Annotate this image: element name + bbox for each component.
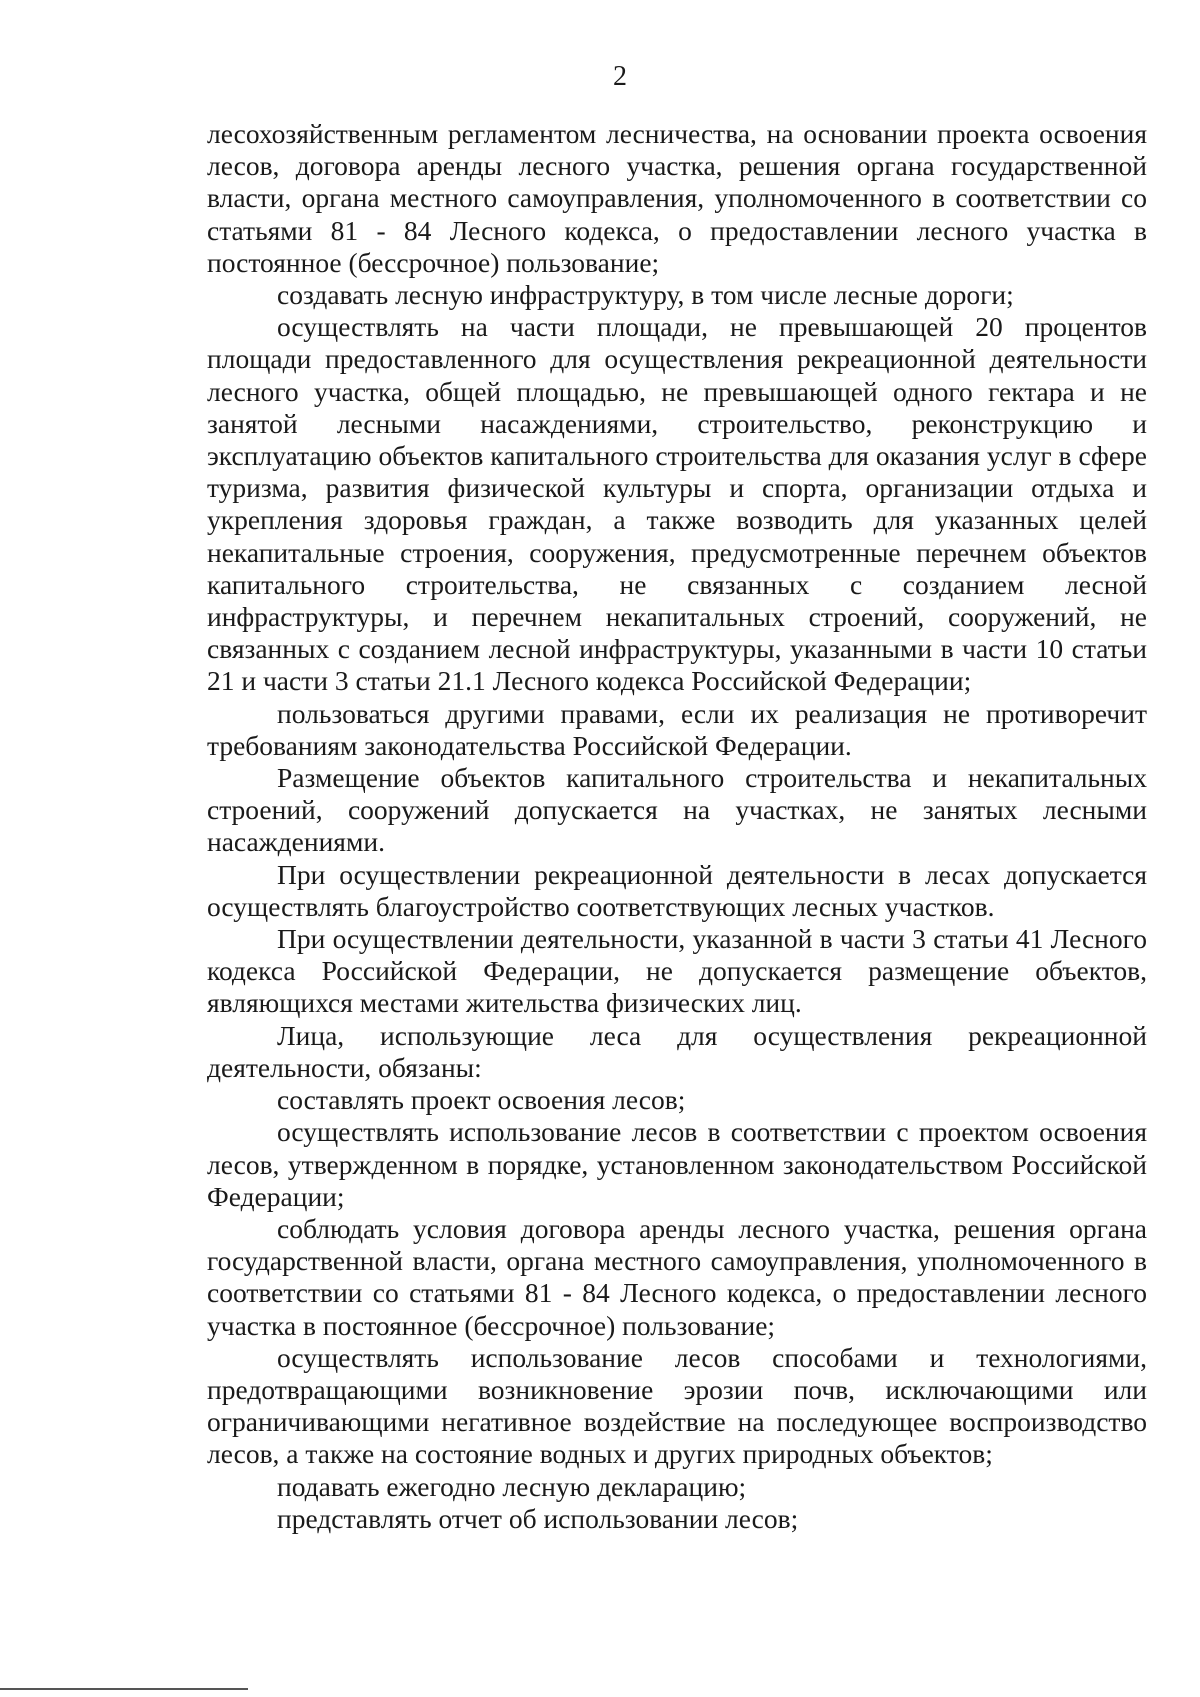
- paragraph-continuation: лесохозяйственным регламентом лесничества, на основании проекта освоения лесов, договора аренды лесного участка, решения органа государственной власти, органа местного самоуправления, уполномоченного в соответствии со статьями 81 - 84 Лесного кодекса, о предоставлении лесного участка в постоянное (бессрочное) пользование;: [207, 118, 1147, 278]
- paragraph: создавать лесную инфраструктуру, в том числе лесные дороги;: [277, 279, 1014, 311]
- paragraph: осуществлять использование лесов в соответствии с проектом освоения лесов, утвержденном в порядке, установленном законодательством Российской Федерации;: [207, 1116, 1147, 1212]
- paragraph: составлять проект освоения лесов;: [277, 1084, 686, 1116]
- paragraph: Размещение объектов капитального строительства и некапитальных строений, сооружений допускается на участках, не занятых лесными насаждениями.: [207, 762, 1147, 858]
- paragraph: представлять отчет об использовании лесов;: [277, 1502, 799, 1534]
- footer-rule: [0, 1688, 248, 1690]
- paragraph: подавать ежегодно лесную декларацию;: [277, 1470, 747, 1502]
- paragraph: осуществлять на части площади, не превышающей 20 процентов площади предоставленного для осуществления рекреационной деятельности лесного участка, общей площадью, не превышающей одного гектара и не занятой лесными насаждениями, строительство, реконструкцию и эксплуатацию объектов капитального строительства для оказания услуг в сфере туризма, развития физической культуры и спорта, организации отдыха и укрепления здоровья граждан, а также возводить для указанных целей некапитальные строения, сооружения, предусмотренные перечнем объектов капитального строительства, не связанных с созданием лесной инфраструктуры, и перечнем некапитальных строений, сооружений, не связанных с созданием лесной инфраструктуры, указанными в части 10 статьи 21 и части 3 статьи 21.1 Лесного кодекса Российской Федерации;: [207, 311, 1147, 697]
- document-body: [207, 118, 1147, 1535]
- paragraph: осуществлять использование лесов способами и технологиями, предотвращающими возникновение эрозии почв, исключающими или ограничивающими негативное воздействие на последующее воспроизводство лесов, а также на состояние водных и других природных объектов;: [207, 1341, 1147, 1470]
- paragraph: При осуществлении деятельности, указанной в части 3 статьи 41 Лесного кодекса Российской Федерации, не допускается размещение объектов, являющихся местами жительства физических лиц.: [207, 923, 1147, 1019]
- paragraph: При осуществлении рекреационной деятельности в лесах допускается осуществлять благоустройство соответствующих лесных участков.: [207, 858, 1147, 922]
- page-number: 2: [613, 61, 627, 92]
- paragraph: Лица, использующие леса для осуществления рекреационной деятельности, обязаны:: [207, 1019, 1147, 1083]
- paragraph: пользоваться другими правами, если их реализация не противоречит требованиям законодательства Российской Федерации.: [207, 697, 1147, 761]
- paragraph: соблюдать условия договора аренды лесного участка, решения органа государственной власти, органа местного самоуправления, уполномоченного в соответствии со статьями 81 - 84 Лесного кодекса, о предоставлении лесного участка в постоянное (бессрочное) пользование;: [207, 1212, 1147, 1341]
